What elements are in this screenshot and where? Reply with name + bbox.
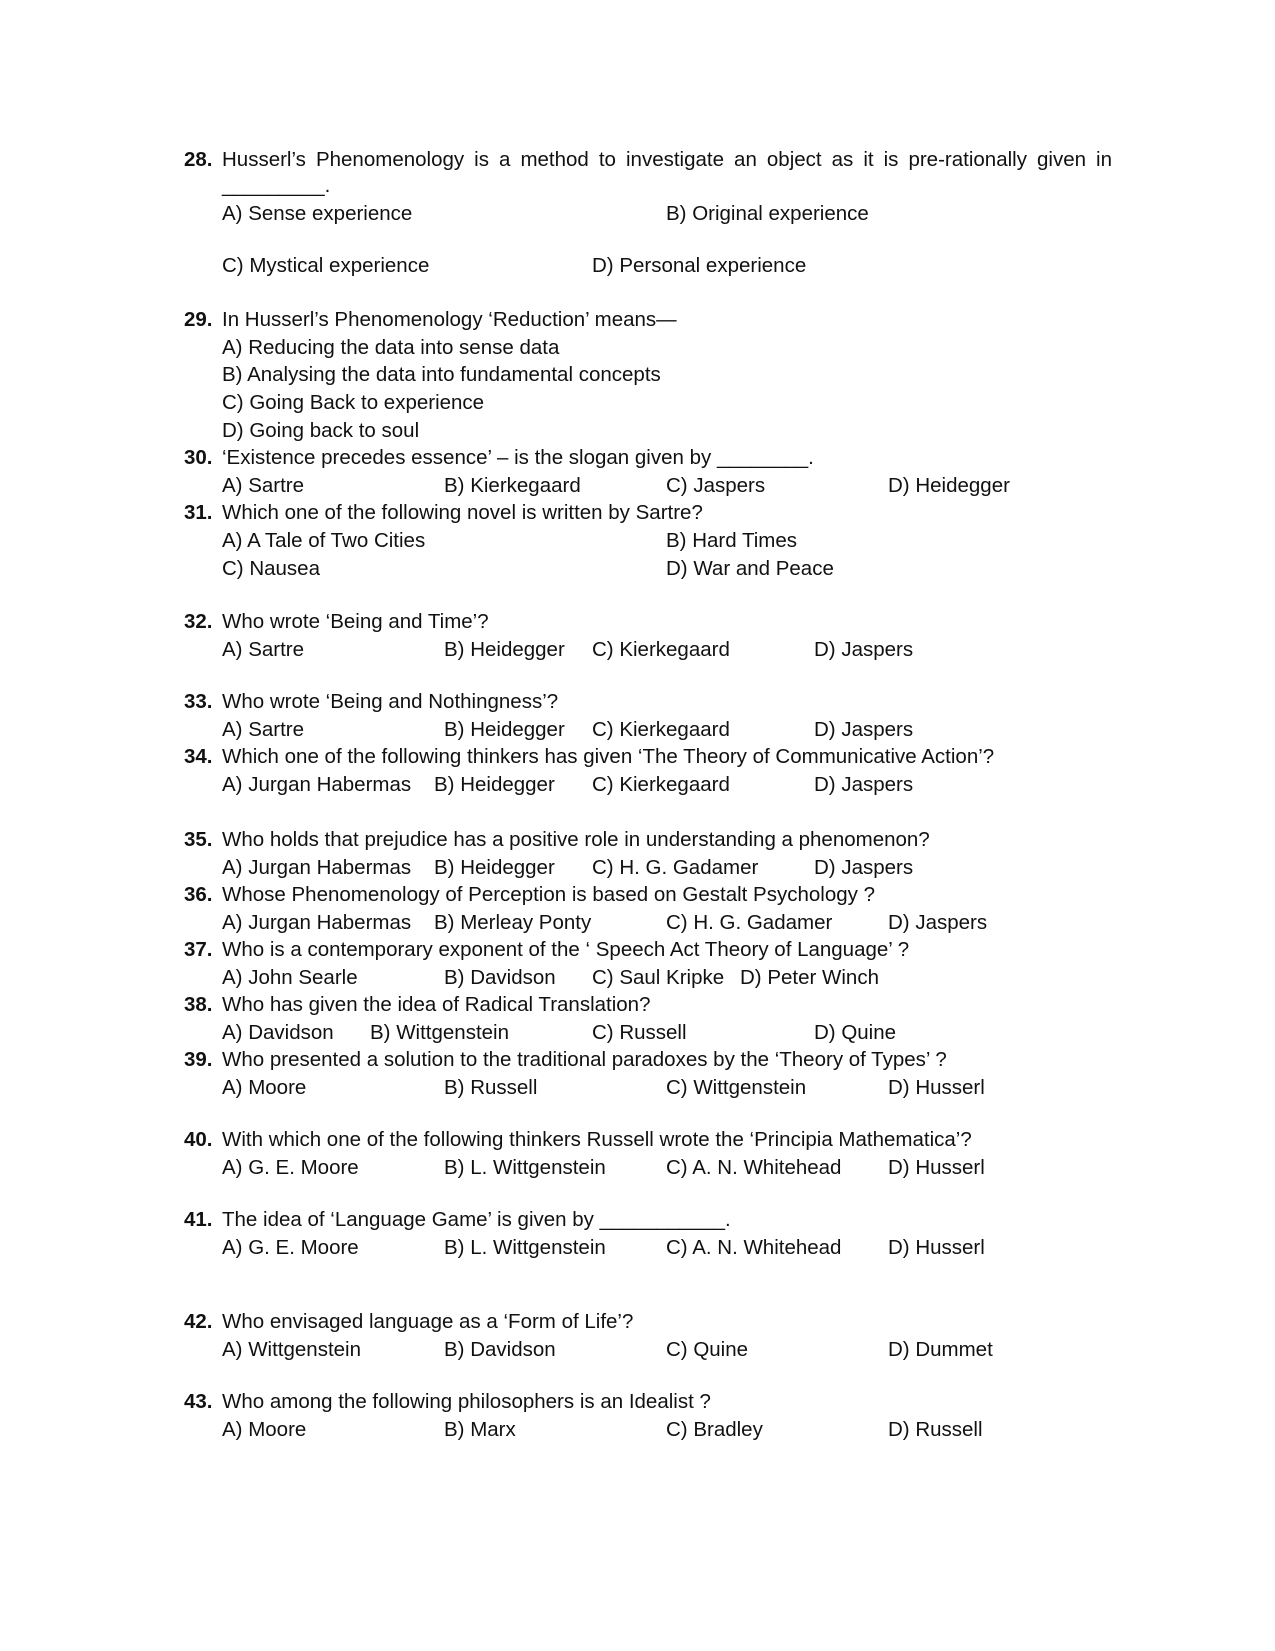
- option-d: D) Husserl: [888, 1076, 985, 1099]
- option-d: D) Russell: [888, 1418, 983, 1441]
- question-text: Who is a contemporary exponent of the ‘ Speech Act Theory of Language’ ?: [222, 938, 910, 961]
- option-b: B) Marx: [444, 1418, 516, 1441]
- option-a: A) Sartre: [222, 638, 305, 661]
- option-b: B) Heidegger: [434, 773, 555, 796]
- option-b: B) Heidegger: [444, 638, 565, 661]
- option-a: A) Sense experience: [222, 202, 413, 225]
- question-number: 36.: [184, 883, 213, 906]
- question-text: Whose Phenomenology of Perception is based on Gestalt Psychology ?: [222, 883, 875, 906]
- question-text-continued: _________.: [222, 174, 331, 197]
- option-b: B) L. Wittgenstein: [444, 1156, 606, 1179]
- option-b: B) Davidson: [444, 966, 556, 989]
- option-b: B) Wittgenstein: [370, 1021, 509, 1044]
- question-number: 43.: [184, 1390, 213, 1413]
- option-d: D) Personal experience: [592, 254, 807, 277]
- question-text: Which one of the following thinkers has given ‘The Theory of Communicative Action’?: [222, 745, 995, 768]
- option-d: D) Jaspers: [814, 718, 914, 741]
- option-b: B) Analysing the data into fundamental concepts: [222, 363, 661, 386]
- option-a: A) Sartre: [222, 474, 305, 497]
- option-a: A) Jurgan Habermas: [222, 911, 412, 934]
- question-number: 33.: [184, 690, 213, 713]
- question-number: 38.: [184, 993, 213, 1016]
- question-number: 39.: [184, 1048, 213, 1071]
- option-d: D) Peter Winch: [740, 966, 879, 989]
- question-text: Husserl’s Phenomenology is a method to investigate an object as it is pre-rationally given in: [222, 148, 1112, 171]
- option-d: D) Quine: [814, 1021, 897, 1044]
- question-number: 30.: [184, 446, 213, 469]
- option-d: D) Husserl: [888, 1236, 985, 1259]
- option-a: A) G. E. Moore: [222, 1236, 359, 1259]
- option-b: B) L. Wittgenstein: [444, 1236, 606, 1259]
- question-text: Which one of the following novel is written by Sartre?: [222, 501, 703, 524]
- option-a: A) Jurgan Habermas: [222, 856, 412, 879]
- question-number: 37.: [184, 938, 213, 961]
- question-text: Who wrote ‘Being and Nothingness’?: [222, 690, 559, 713]
- option-d: D) War and Peace: [666, 557, 834, 580]
- question-number: 31.: [184, 501, 213, 524]
- question-text: Who presented a solution to the traditional paradoxes by the ‘Theory of Types’ ?: [222, 1048, 947, 1071]
- option-a: A) Wittgenstein: [222, 1338, 361, 1361]
- question-number: 35.: [184, 828, 213, 851]
- question-number: 32.: [184, 610, 213, 633]
- option-d: D) Going back to soul: [222, 419, 420, 442]
- option-c: C) Kierkegaard: [592, 718, 730, 741]
- question-text: Who among the following philosophers is an Idealist ?: [222, 1390, 711, 1413]
- option-d: D) Jaspers: [814, 773, 914, 796]
- option-a: A) Sartre: [222, 718, 305, 741]
- option-a: A) A Tale of Two Cities: [222, 529, 426, 552]
- option-d: D) Jaspers: [814, 856, 914, 879]
- question-number: 41.: [184, 1208, 213, 1231]
- option-b: B) Heidegger: [444, 718, 565, 741]
- question-text: ‘Existence precedes essence’ – is the slogan given by ________.: [222, 446, 814, 469]
- question-text: Who envisaged language as a ‘Form of Life’?: [222, 1310, 634, 1333]
- option-a: A) John Searle: [222, 966, 358, 989]
- option-d: D) Husserl: [888, 1156, 985, 1179]
- option-c: C) Quine: [666, 1338, 749, 1361]
- option-a: A) G. E. Moore: [222, 1156, 359, 1179]
- question-number: 29.: [184, 308, 213, 331]
- option-c: C) Kierkegaard: [592, 773, 730, 796]
- option-b: B) Russell: [444, 1076, 538, 1099]
- option-c: C) H. G. Gadamer: [666, 911, 833, 934]
- option-c: C) A. N. Whitehead: [666, 1236, 842, 1259]
- option-b: B) Heidegger: [434, 856, 555, 879]
- option-b: B) Davidson: [444, 1338, 556, 1361]
- question-text: Who has given the idea of Radical Translation?: [222, 993, 651, 1016]
- option-b: B) Kierkegaard: [444, 474, 581, 497]
- option-b: B) Merleay Ponty: [434, 911, 592, 934]
- option-c: C) Russell: [592, 1021, 687, 1044]
- option-b: B) Hard Times: [666, 529, 797, 552]
- option-a: A) Jurgan Habermas: [222, 773, 412, 796]
- option-a: A) Moore: [222, 1418, 307, 1441]
- option-c: C) H. G. Gadamer: [592, 856, 759, 879]
- option-d: D) Heidegger: [888, 474, 1010, 497]
- option-c: C) Wittgenstein: [666, 1076, 807, 1099]
- question-text: With which one of the following thinkers Russell wrote the ‘Principia Mathematica’?: [222, 1128, 972, 1151]
- option-d: D) Dummet: [888, 1338, 993, 1361]
- option-a: A) Davidson: [222, 1021, 334, 1044]
- option-c: C) A. N. Whitehead: [666, 1156, 842, 1179]
- option-d: D) Jaspers: [814, 638, 914, 661]
- option-c: C) Going Back to experience: [222, 391, 485, 414]
- question-text: In Husserl’s Phenomenology ‘Reduction’ means—: [222, 308, 677, 331]
- question-number: 40.: [184, 1128, 213, 1151]
- question-text: Who holds that prejudice has a positive role in understanding a phenomenon?: [222, 828, 930, 851]
- option-a: A) Moore: [222, 1076, 307, 1099]
- option-c: C) Saul Kripke: [592, 966, 725, 989]
- question-number: 34.: [184, 745, 213, 768]
- option-b: B) Original experience: [666, 202, 869, 225]
- question-number: 28.: [184, 148, 213, 171]
- option-c: C) Nausea: [222, 557, 320, 580]
- question-text: Who wrote ‘Being and Time’?: [222, 610, 489, 633]
- option-d: D) Jaspers: [888, 911, 988, 934]
- question-number: 42.: [184, 1310, 213, 1333]
- option-a: A) Reducing the data into sense data: [222, 336, 560, 359]
- option-c: C) Jaspers: [666, 474, 766, 497]
- option-c: C) Kierkegaard: [592, 638, 730, 661]
- option-c: C) Bradley: [666, 1418, 763, 1441]
- question-text: The idea of ‘Language Game’ is given by ___________.: [222, 1208, 731, 1231]
- option-c: C) Mystical experience: [222, 254, 430, 277]
